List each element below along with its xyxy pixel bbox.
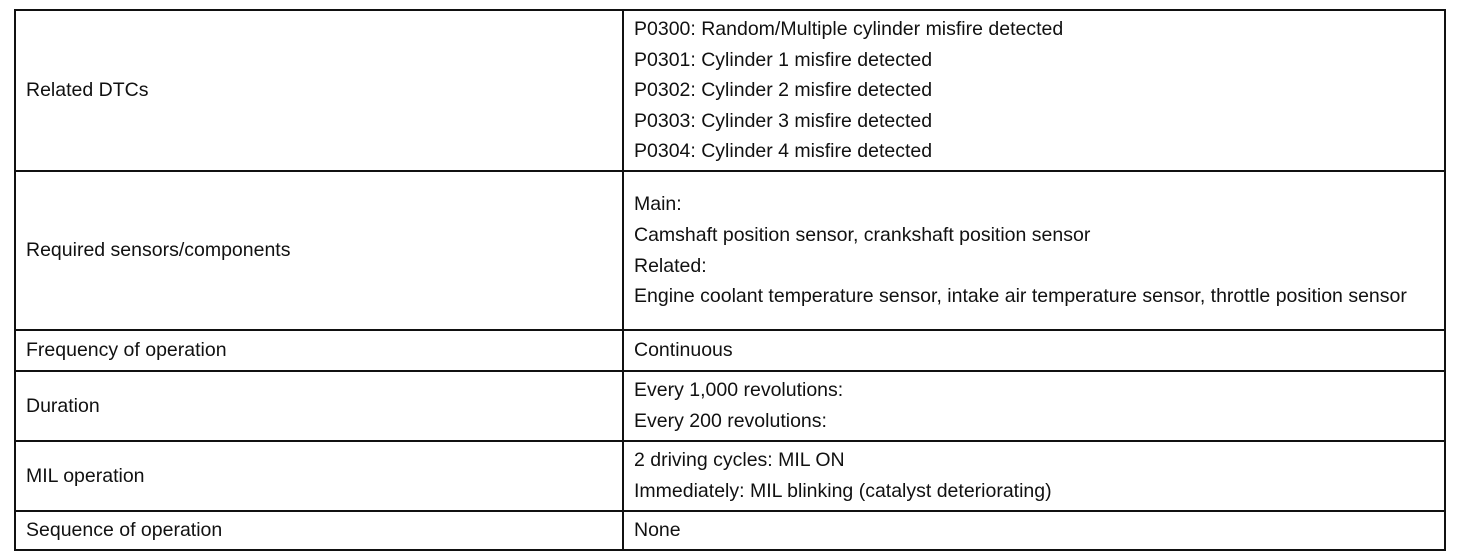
row-label: Related DTCs: [15, 10, 623, 171]
table-row-required-sensors: [15, 171, 1445, 330]
value-line: P0302: Cylinder 2 misfire detected: [634, 79, 933, 102]
row-value: [623, 171, 1445, 330]
value-line: Immediately: MIL blinking (catalyst deteriorating): [634, 480, 1052, 502]
value-line: 2 driving cycles: MIL ON: [634, 449, 845, 472]
value-line: Engine coolant temperature sensor, intake air temperature sensor, throttle position sensor: [634, 285, 1407, 308]
value-line: None: [634, 519, 681, 542]
spec-sheet: [14, 9, 1446, 551]
value-line: Main:: [634, 193, 682, 216]
row-label: Frequency of operation: [15, 330, 623, 371]
table-row-duration: [15, 371, 1445, 441]
value-line: Every 1,000 revolutions:: [634, 379, 844, 402]
table-row-sequence: [15, 511, 1445, 550]
value-line: P0304: Cylinder 4 misfire detected: [634, 140, 933, 163]
row-label: Required sensors/components: [15, 171, 623, 330]
monitor-description-table: [14, 9, 1446, 551]
row-value: [623, 371, 1445, 441]
row-value: [623, 441, 1445, 511]
row-label: Sequence of operation: [15, 511, 623, 550]
table-row-mil-operation: [15, 441, 1445, 511]
value-line: Related:: [634, 254, 707, 277]
value-line: P0300: Random/Multiple cylinder misfire detected: [634, 18, 1064, 41]
value-line: P0301: Cylinder 1 misfire detected: [634, 48, 933, 71]
value-line: Camshaft position sensor, crankshaft position sensor: [634, 223, 1091, 246]
value-line: Continuous: [634, 339, 733, 362]
value-line: P0303: Cylinder 3 misfire detected: [634, 109, 933, 132]
row-label: MIL operation: [15, 441, 623, 511]
row-label: Duration: [15, 371, 623, 441]
table-row-frequency: [15, 330, 1445, 371]
row-value: [623, 330, 1445, 371]
table-row-related-dtcs: [15, 10, 1445, 171]
row-value: [623, 10, 1445, 171]
value-line: Every 200 revolutions:: [634, 410, 827, 432]
row-value: [623, 511, 1445, 550]
